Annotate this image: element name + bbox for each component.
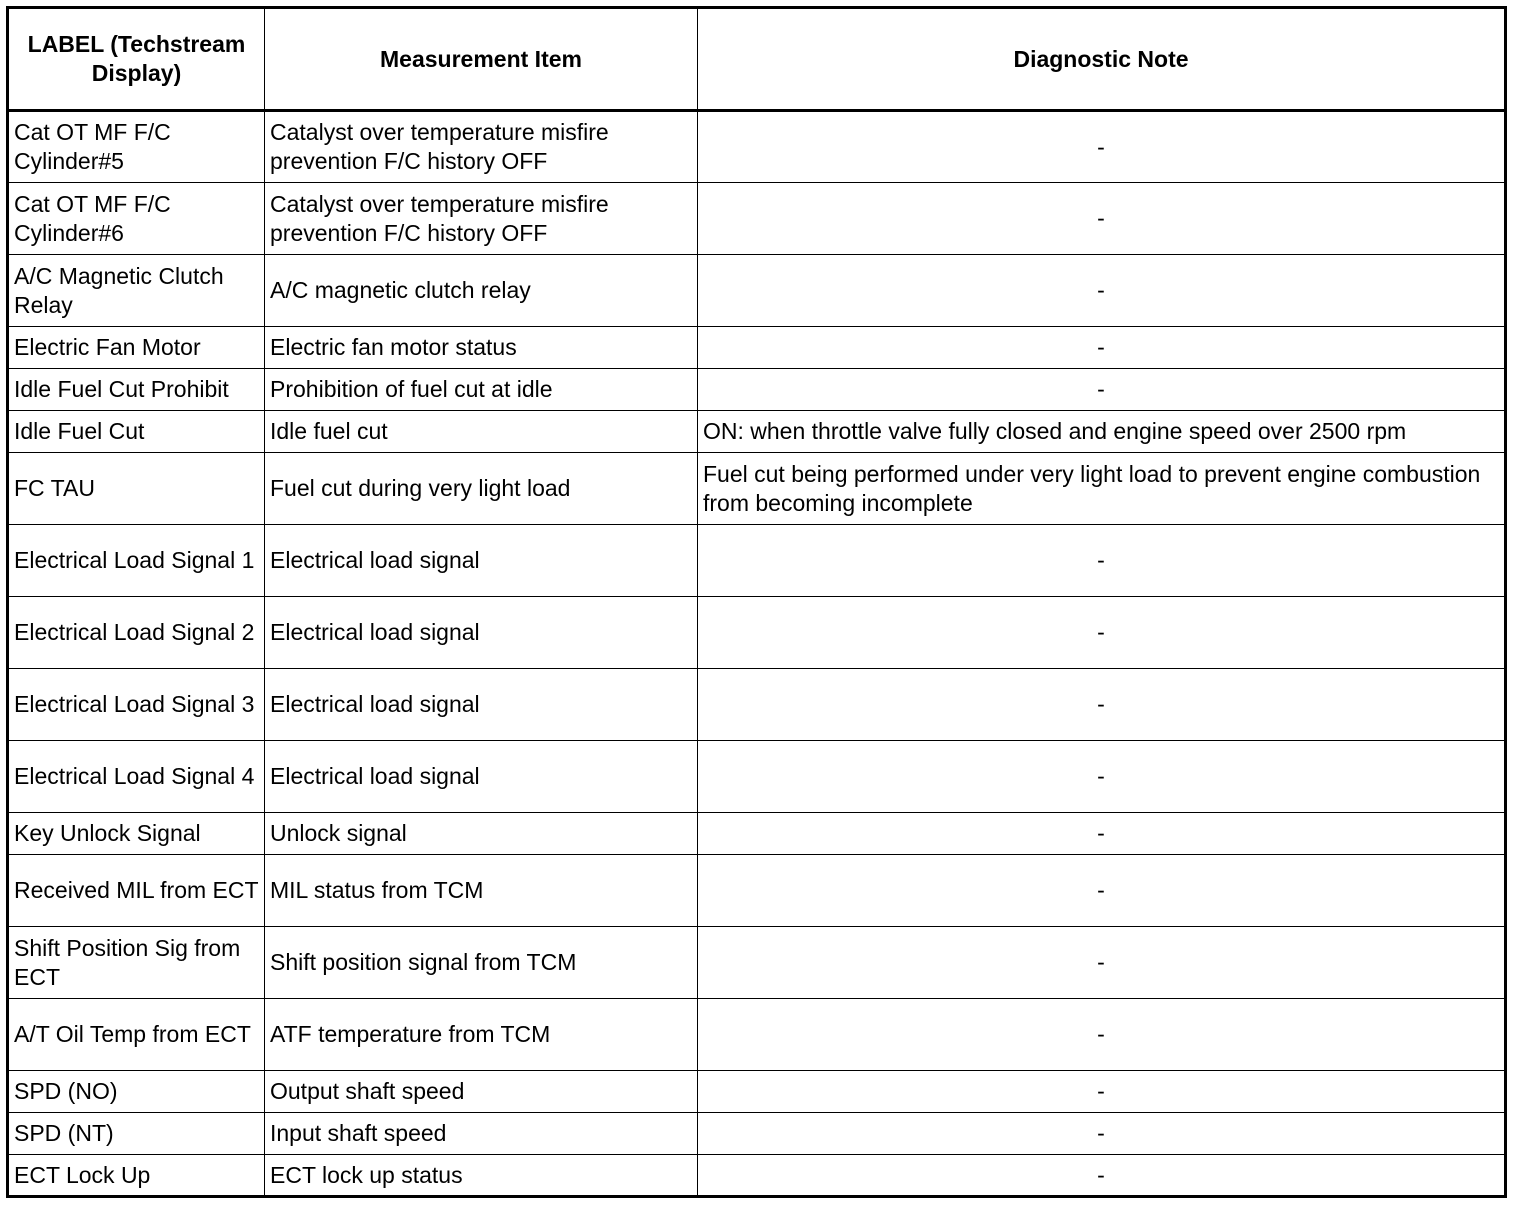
label-cell: Idle Fuel Cut [8, 411, 265, 453]
measurement-item-cell: A/C magnetic clutch relay [265, 255, 698, 327]
label-cell: ECT Lock Up [8, 1155, 265, 1197]
table-row [8, 999, 1506, 1071]
label-cell: Electrical Load Signal 2 [8, 597, 265, 669]
diagnostic-note-cell: - [698, 525, 1506, 597]
measurement-item-cell: Shift position signal from TCM [265, 927, 698, 999]
measurement-item-cell: Electrical load signal [265, 525, 698, 597]
measurement-item-cell: Unlock signal [265, 813, 698, 855]
diagnostic-note-cell: - [698, 855, 1506, 927]
measurement-item-cell: ATF temperature from TCM [265, 999, 698, 1071]
diagnostic-note-cell: - [698, 813, 1506, 855]
diagnostic-note-cell: - [698, 597, 1506, 669]
table-row [8, 453, 1506, 525]
label-cell: A/T Oil Temp from ECT [8, 999, 265, 1071]
measurement-item-cell: Prohibition of fuel cut at idle [265, 369, 698, 411]
measurement-item-cell: Output shaft speed [265, 1071, 698, 1113]
label-cell: Cat OT MF F/C Cylinder#5 [8, 111, 265, 183]
label-cell: Electric Fan Motor [8, 327, 265, 369]
header-label: LABEL (Techstream Display) [8, 8, 265, 111]
diagnostic-note-cell: - [698, 255, 1506, 327]
label-cell: Electrical Load Signal 3 [8, 669, 265, 741]
diagnostic-note-cell: - [698, 999, 1506, 1071]
table-row [8, 1071, 1506, 1113]
measurement-item-cell: Catalyst over temperature misfire prevention F/C history OFF [265, 111, 698, 183]
table-row [8, 741, 1506, 813]
measurement-item-cell: Electrical load signal [265, 669, 698, 741]
table-body [8, 111, 1506, 1197]
data-list-table [6, 6, 1507, 1198]
measurement-item-cell: MIL status from TCM [265, 855, 698, 927]
table-row [8, 669, 1506, 741]
table-row [8, 411, 1506, 453]
table-row [8, 597, 1506, 669]
diagnostic-note-cell: - [698, 741, 1506, 813]
table-row [8, 927, 1506, 999]
diagnostic-note-cell: - [698, 183, 1506, 255]
table-row [8, 111, 1506, 183]
label-cell: SPD (NO) [8, 1071, 265, 1113]
header-measurement-item: Measurement Item [265, 8, 698, 111]
table-row [8, 813, 1506, 855]
diagnostic-note-cell: - [698, 669, 1506, 741]
label-cell: Cat OT MF F/C Cylinder#6 [8, 183, 265, 255]
label-cell: SPD (NT) [8, 1113, 265, 1155]
diagnostic-note-cell: - [698, 1113, 1506, 1155]
diagnostic-note-cell: - [698, 369, 1506, 411]
label-cell: Electrical Load Signal 4 [8, 741, 265, 813]
diagnostic-note-cell: - [698, 327, 1506, 369]
measurement-item-cell: Fuel cut during very light load [265, 453, 698, 525]
header-diagnostic-note: Diagnostic Note [698, 8, 1506, 111]
label-cell: A/C Magnetic Clutch Relay [8, 255, 265, 327]
diagnostic-note-cell: ON: when throttle valve fully closed and engine speed over 2500 rpm [698, 411, 1506, 453]
table-header-row [8, 8, 1506, 111]
label-cell: Idle Fuel Cut Prohibit [8, 369, 265, 411]
diagnostic-note-cell: - [698, 111, 1506, 183]
table-row [8, 369, 1506, 411]
table-row [8, 525, 1506, 597]
diagnostic-note-cell: - [698, 1071, 1506, 1113]
measurement-item-cell: Electrical load signal [265, 741, 698, 813]
measurement-item-cell: ECT lock up status [265, 1155, 698, 1197]
label-cell: Electrical Load Signal 1 [8, 525, 265, 597]
table-row [8, 1155, 1506, 1197]
label-cell: Shift Position Sig from ECT [8, 927, 265, 999]
table-row [8, 855, 1506, 927]
table-row [8, 327, 1506, 369]
label-cell: FC TAU [8, 453, 265, 525]
table-row [8, 1113, 1506, 1155]
measurement-item-cell: Idle fuel cut [265, 411, 698, 453]
measurement-item-cell: Electric fan motor status [265, 327, 698, 369]
diagnostic-note-cell: - [698, 927, 1506, 999]
table-row [8, 183, 1506, 255]
measurement-item-cell: Catalyst over temperature misfire prevention F/C history OFF [265, 183, 698, 255]
diagnostic-note-cell: Fuel cut being performed under very light load to prevent engine combustion from becoming incomplete [698, 453, 1506, 525]
measurement-item-cell: Input shaft speed [265, 1113, 698, 1155]
label-cell: Received MIL from ECT [8, 855, 265, 927]
table-row [8, 255, 1506, 327]
label-cell: Key Unlock Signal [8, 813, 265, 855]
measurement-item-cell: Electrical load signal [265, 597, 698, 669]
diagnostic-note-cell: - [698, 1155, 1506, 1197]
